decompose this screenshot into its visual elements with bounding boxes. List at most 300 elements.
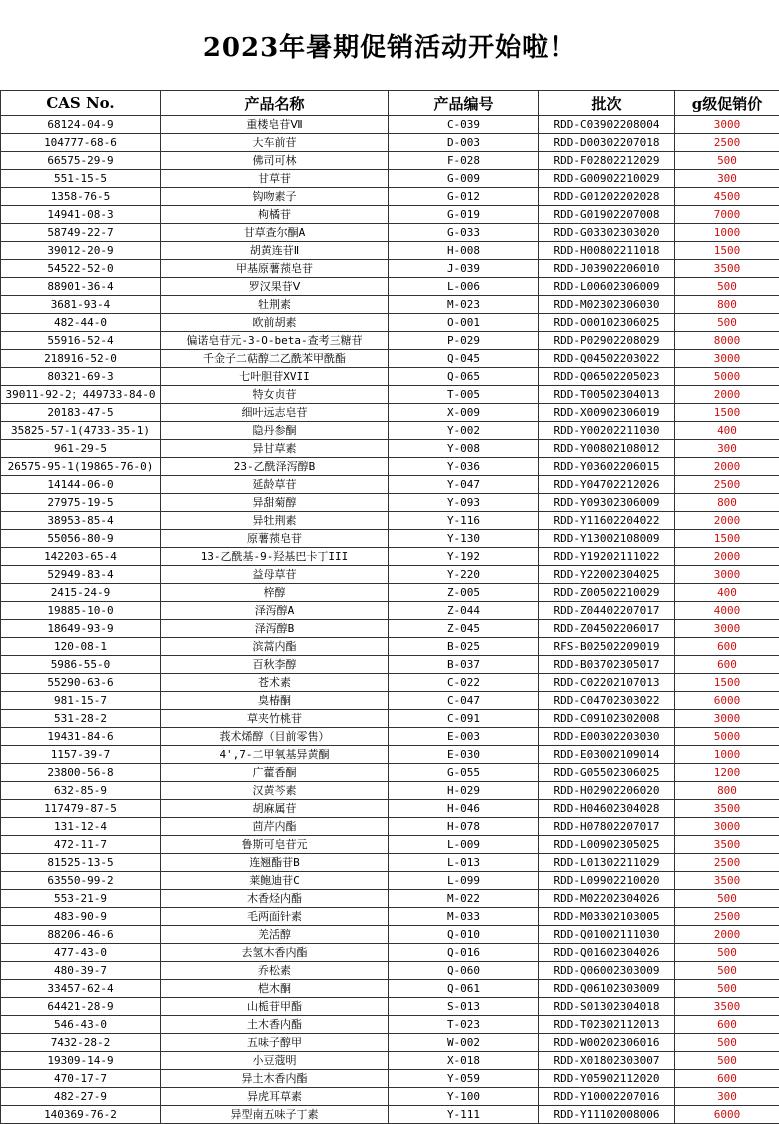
price-cell: 2500 xyxy=(675,134,779,152)
batch-cell: RDD-H07802207017 xyxy=(539,818,675,836)
product-name-cell: 羌活醇 xyxy=(161,926,389,944)
product-name-cell: 延龄草苷 xyxy=(161,476,389,494)
price-cell: 1500 xyxy=(675,242,779,260)
product-code-cell: Q-065 xyxy=(389,368,539,386)
product-name-cell: 山栀苷甲酯 xyxy=(161,998,389,1016)
product-code-cell: M-023 xyxy=(389,296,539,314)
product-code-cell: L-009 xyxy=(389,836,539,854)
product-name-cell: 异土木香内酯 xyxy=(161,1070,389,1088)
cas-cell: 1358-76-5 xyxy=(1,188,161,206)
product-code-cell: C-047 xyxy=(389,692,539,710)
cas-cell: 88901-36-4 xyxy=(1,278,161,296)
product-name-cell: 偏诺皂苷元-3-O-beta-查考三糖苷 xyxy=(161,332,389,350)
price-cell: 400 xyxy=(675,422,779,440)
price-cell: 3000 xyxy=(675,350,779,368)
product-code-cell: Q-016 xyxy=(389,944,539,962)
cas-cell: 117479-87-5 xyxy=(1,800,161,818)
product-code-cell: F-028 xyxy=(389,152,539,170)
cas-cell: 470-17-7 xyxy=(1,1070,161,1088)
product-name-cell: 甘草苷 xyxy=(161,170,389,188)
price-cell: 800 xyxy=(675,296,779,314)
price-cell: 2000 xyxy=(675,926,779,944)
product-name-cell: 木香烃内酯 xyxy=(161,890,389,908)
cas-cell: 120-08-1 xyxy=(1,638,161,656)
price-cell: 7000 xyxy=(675,206,779,224)
product-name-cell: 泽泻醇B xyxy=(161,620,389,638)
price-cell: 2500 xyxy=(675,908,779,926)
product-name-cell: 小豆蔻明 xyxy=(161,1052,389,1070)
cas-cell: 1157-39-7 xyxy=(1,746,161,764)
price-cell: 3500 xyxy=(675,800,779,818)
table-row xyxy=(1,476,779,494)
batch-cell: RDD-Y03602206015 xyxy=(539,458,675,476)
table-row xyxy=(1,422,779,440)
product-name-cell: 滨蒿内酯 xyxy=(161,638,389,656)
product-name-cell: 甲基原薯蓣皂苷 xyxy=(161,260,389,278)
batch-cell: RDD-M03302103005 xyxy=(539,908,675,926)
product-code-cell: Z-044 xyxy=(389,602,539,620)
product-code-cell: Y-093 xyxy=(389,494,539,512)
cas-cell: 14144-06-0 xyxy=(1,476,161,494)
product-code-cell: Q-060 xyxy=(389,962,539,980)
batch-cell: RDD-Y13002108009 xyxy=(539,530,675,548)
batch-cell: RDD-Z00502210029 xyxy=(539,584,675,602)
product-name-cell: 罗汉果苷Ⅴ xyxy=(161,278,389,296)
batch-cell: RDD-X00902306019 xyxy=(539,404,675,422)
header-product-name: 产品名称 xyxy=(161,91,389,116)
table-row xyxy=(1,458,779,476)
price-cell: 1500 xyxy=(675,530,779,548)
price-cell: 1000 xyxy=(675,746,779,764)
table-row xyxy=(1,980,779,998)
cas-cell: 3681-93-4 xyxy=(1,296,161,314)
page-title: 2023年暑期促销活动开始啦！ xyxy=(202,32,577,63)
batch-cell: RDD-O00102306025 xyxy=(539,314,675,332)
price-cell: 800 xyxy=(675,494,779,512)
product-name-cell: 百秋李醇 xyxy=(161,656,389,674)
product-code-cell: Q-045 xyxy=(389,350,539,368)
table-row xyxy=(1,890,779,908)
price-cell: 3000 xyxy=(675,620,779,638)
batch-cell: RFS-B02502209019 xyxy=(539,638,675,656)
cas-cell: 66575-29-9 xyxy=(1,152,161,170)
table-row xyxy=(1,206,779,224)
table-row xyxy=(1,602,779,620)
batch-cell: RDD-Y09302306009 xyxy=(539,494,675,512)
product-name-cell: 异牡荆素 xyxy=(161,512,389,530)
header-price: g级促销价 xyxy=(675,91,779,116)
batch-cell: RDD-Z04402207017 xyxy=(539,602,675,620)
product-code-cell: G-055 xyxy=(389,764,539,782)
product-code-cell: Z-045 xyxy=(389,620,539,638)
price-cell: 1200 xyxy=(675,764,779,782)
cas-cell: 981-15-7 xyxy=(1,692,161,710)
batch-cell: RDD-Y19202111022 xyxy=(539,548,675,566)
product-code-cell: H-008 xyxy=(389,242,539,260)
price-cell: 600 xyxy=(675,1016,779,1034)
product-name-cell: 去氢木香内酯 xyxy=(161,944,389,962)
price-cell: 400 xyxy=(675,584,779,602)
table-row xyxy=(1,260,779,278)
batch-cell: RDD-Q06102303009 xyxy=(539,980,675,998)
cas-cell: 35825-57-1(4733-35-1) xyxy=(1,422,161,440)
product-code-cell: X-018 xyxy=(389,1052,539,1070)
product-name-cell: 胡黄连苷Ⅱ xyxy=(161,242,389,260)
cas-cell: 81525-13-5 xyxy=(1,854,161,872)
batch-cell: RDD-Y10002207016 xyxy=(539,1088,675,1106)
cas-cell: 2415-24-9 xyxy=(1,584,161,602)
product-name-cell: 4',7-二甲氧基异黄酮 xyxy=(161,746,389,764)
cas-cell: 19431-84-6 xyxy=(1,728,161,746)
product-name-cell: 大车前苷 xyxy=(161,134,389,152)
batch-cell: RDD-X01802303007 xyxy=(539,1052,675,1070)
price-cell: 4000 xyxy=(675,602,779,620)
price-cell: 3500 xyxy=(675,836,779,854)
product-name-cell: 特女贞苷 xyxy=(161,386,389,404)
product-name-cell: 胡麻属苷 xyxy=(161,800,389,818)
cas-cell: 54522-52-0 xyxy=(1,260,161,278)
product-name-cell: 五味子醇甲 xyxy=(161,1034,389,1052)
cas-cell: 52949-83-4 xyxy=(1,566,161,584)
product-code-cell: O-001 xyxy=(389,314,539,332)
product-name-cell: 异型南五味子丁素 xyxy=(161,1106,389,1124)
cas-cell: 7432-28-2 xyxy=(1,1034,161,1052)
table-row xyxy=(1,1106,779,1124)
batch-cell: RDD-F02802212029 xyxy=(539,152,675,170)
product-name-cell: 钩吻素子 xyxy=(161,188,389,206)
product-code-cell: D-003 xyxy=(389,134,539,152)
product-code-cell: X-009 xyxy=(389,404,539,422)
price-cell: 3000 xyxy=(675,818,779,836)
table-row xyxy=(1,170,779,188)
batch-cell: RDD-Q06002303009 xyxy=(539,962,675,980)
batch-cell: RDD-H04602304028 xyxy=(539,800,675,818)
table-row xyxy=(1,872,779,890)
batch-cell: RDD-Q04502203022 xyxy=(539,350,675,368)
price-cell: 5000 xyxy=(675,368,779,386)
table-row xyxy=(1,1088,779,1106)
product-name-cell: 广藿香酮 xyxy=(161,764,389,782)
product-name-cell: 异甘草素 xyxy=(161,440,389,458)
batch-cell: RDD-J03902206010 xyxy=(539,260,675,278)
table-row xyxy=(1,152,779,170)
cas-cell: 482-44-0 xyxy=(1,314,161,332)
product-code-cell: S-013 xyxy=(389,998,539,1016)
cas-cell: 39012-20-9 xyxy=(1,242,161,260)
batch-cell: RDD-G03302303020 xyxy=(539,224,675,242)
table-row xyxy=(1,332,779,350)
product-code-cell: Y-192 xyxy=(389,548,539,566)
batch-cell: RDD-P02902208029 xyxy=(539,332,675,350)
table-row xyxy=(1,854,779,872)
product-name-cell: 七叶胆苷XVII xyxy=(161,368,389,386)
product-code-cell: G-033 xyxy=(389,224,539,242)
cas-cell: 5986-55-0 xyxy=(1,656,161,674)
product-name-cell: 益母草苷 xyxy=(161,566,389,584)
product-code-cell: Y-002 xyxy=(389,422,539,440)
product-name-cell: 细叶远志皂苷 xyxy=(161,404,389,422)
price-cell: 1000 xyxy=(675,224,779,242)
batch-cell: RDD-L01302211029 xyxy=(539,854,675,872)
table-row xyxy=(1,566,779,584)
cas-cell: 472-11-7 xyxy=(1,836,161,854)
cas-cell: 23800-56-8 xyxy=(1,764,161,782)
cas-cell: 63550-99-2 xyxy=(1,872,161,890)
price-cell: 2000 xyxy=(675,548,779,566)
table-row xyxy=(1,800,779,818)
batch-cell: RDD-C03902208004 xyxy=(539,116,675,134)
price-cell: 3000 xyxy=(675,710,779,728)
product-name-cell: 鲁斯可皂苷元 xyxy=(161,836,389,854)
product-code-cell: G-009 xyxy=(389,170,539,188)
header-product-code: 产品编号 xyxy=(389,91,539,116)
batch-cell: RDD-T00502304013 xyxy=(539,386,675,404)
product-name-cell: 重楼皂苷Ⅶ xyxy=(161,116,389,134)
table-row xyxy=(1,926,779,944)
table-row xyxy=(1,746,779,764)
product-name-cell: 草夹竹桃苷 xyxy=(161,710,389,728)
product-code-cell: T-023 xyxy=(389,1016,539,1034)
table-row xyxy=(1,242,779,260)
table-row xyxy=(1,782,779,800)
price-cell: 6000 xyxy=(675,692,779,710)
price-cell: 3500 xyxy=(675,260,779,278)
table-row xyxy=(1,656,779,674)
product-code-cell: L-099 xyxy=(389,872,539,890)
table-row xyxy=(1,386,779,404)
product-name-cell: 枸橘苷 xyxy=(161,206,389,224)
price-table xyxy=(0,90,779,1124)
batch-cell: RDD-Y05902112020 xyxy=(539,1070,675,1088)
product-code-cell: Z-005 xyxy=(389,584,539,602)
price-cell: 2000 xyxy=(675,458,779,476)
product-code-cell: J-039 xyxy=(389,260,539,278)
batch-cell: RDD-S01302304018 xyxy=(539,998,675,1016)
price-cell: 1500 xyxy=(675,404,779,422)
table-row xyxy=(1,296,779,314)
batch-cell: RDD-G00902210029 xyxy=(539,170,675,188)
product-name-cell: 乔松素 xyxy=(161,962,389,980)
cas-cell: 142203-65-4 xyxy=(1,548,161,566)
product-name-cell: 桤木酮 xyxy=(161,980,389,998)
batch-cell: RDD-M02202304026 xyxy=(539,890,675,908)
table-row xyxy=(1,224,779,242)
cas-cell: 477-43-0 xyxy=(1,944,161,962)
table-row xyxy=(1,620,779,638)
product-name-cell: 汉黄芩素 xyxy=(161,782,389,800)
cas-cell: 64421-28-9 xyxy=(1,998,161,1016)
table-row xyxy=(1,494,779,512)
cas-cell: 55916-52-4 xyxy=(1,332,161,350)
product-code-cell: Y-059 xyxy=(389,1070,539,1088)
cas-cell: 531-28-2 xyxy=(1,710,161,728)
product-code-cell: T-005 xyxy=(389,386,539,404)
product-name-cell: 13-乙酰基-9-羟基巴卡丁III xyxy=(161,548,389,566)
product-code-cell: Q-061 xyxy=(389,980,539,998)
table-row xyxy=(1,710,779,728)
batch-cell: RDD-C04702303022 xyxy=(539,692,675,710)
product-name-cell: 泽泻醇A xyxy=(161,602,389,620)
batch-cell: RDD-G05502306025 xyxy=(539,764,675,782)
batch-cell: RDD-Y11102008006 xyxy=(539,1106,675,1124)
batch-cell: RDD-Z04502206017 xyxy=(539,620,675,638)
product-code-cell: Q-010 xyxy=(389,926,539,944)
batch-cell: RDD-Y22002304025 xyxy=(539,566,675,584)
price-cell: 500 xyxy=(675,944,779,962)
product-code-cell: B-025 xyxy=(389,638,539,656)
cas-cell: 68124-04-9 xyxy=(1,116,161,134)
table-row xyxy=(1,692,779,710)
price-cell: 600 xyxy=(675,638,779,656)
product-name-cell: 隐丹参酮 xyxy=(161,422,389,440)
cas-cell: 480-39-7 xyxy=(1,962,161,980)
batch-cell: RDD-Y04702212026 xyxy=(539,476,675,494)
table-row xyxy=(1,584,779,602)
batch-cell: RDD-H00802211018 xyxy=(539,242,675,260)
table-row xyxy=(1,944,779,962)
table-row xyxy=(1,674,779,692)
product-code-cell: Y-116 xyxy=(389,512,539,530)
batch-cell: RDD-G01902207008 xyxy=(539,206,675,224)
product-code-cell: G-012 xyxy=(389,188,539,206)
cas-cell: 39011-92-2；449733-84-0 xyxy=(1,386,161,404)
cas-cell: 482-27-9 xyxy=(1,1088,161,1106)
cas-cell: 553-21-9 xyxy=(1,890,161,908)
table-row xyxy=(1,530,779,548)
header-batch: 批次 xyxy=(539,91,675,116)
table-row xyxy=(1,548,779,566)
batch-cell: RDD-H02902206020 xyxy=(539,782,675,800)
product-name-cell: 臭椿酮 xyxy=(161,692,389,710)
product-code-cell: E-030 xyxy=(389,746,539,764)
cas-cell: 140369-76-2 xyxy=(1,1106,161,1124)
batch-cell: RDD-E03002109014 xyxy=(539,746,675,764)
product-code-cell: H-046 xyxy=(389,800,539,818)
product-code-cell: Y-008 xyxy=(389,440,539,458)
table-row xyxy=(1,278,779,296)
table-row xyxy=(1,314,779,332)
cas-cell: 546-43-0 xyxy=(1,1016,161,1034)
product-code-cell: Y-100 xyxy=(389,1088,539,1106)
price-cell: 2500 xyxy=(675,476,779,494)
price-cell: 300 xyxy=(675,170,779,188)
product-name-cell: 莪术烯醇（目前零售） xyxy=(161,728,389,746)
product-code-cell: C-091 xyxy=(389,710,539,728)
table-row xyxy=(1,440,779,458)
product-code-cell: M-033 xyxy=(389,908,539,926)
price-cell: 500 xyxy=(675,890,779,908)
table-row xyxy=(1,1070,779,1088)
price-cell: 5000 xyxy=(675,728,779,746)
product-code-cell: C-039 xyxy=(389,116,539,134)
price-cell: 2000 xyxy=(675,512,779,530)
product-name-cell: 异虎耳草素 xyxy=(161,1088,389,1106)
cas-cell: 80321-69-3 xyxy=(1,368,161,386)
cas-cell: 483-90-9 xyxy=(1,908,161,926)
table-row xyxy=(1,116,779,134)
table-row xyxy=(1,836,779,854)
cas-cell: 58749-22-7 xyxy=(1,224,161,242)
table-row xyxy=(1,1052,779,1070)
price-cell: 300 xyxy=(675,440,779,458)
product-code-cell: P-029 xyxy=(389,332,539,350)
price-cell: 1500 xyxy=(675,674,779,692)
cas-cell: 88206-46-6 xyxy=(1,926,161,944)
cas-cell: 33457-62-4 xyxy=(1,980,161,998)
product-code-cell: H-029 xyxy=(389,782,539,800)
price-cell: 500 xyxy=(675,962,779,980)
table-row xyxy=(1,404,779,422)
table-row xyxy=(1,368,779,386)
price-cell: 3000 xyxy=(675,116,779,134)
cas-cell: 19885-10-0 xyxy=(1,602,161,620)
batch-cell: RDD-Y00802108012 xyxy=(539,440,675,458)
product-code-cell: W-002 xyxy=(389,1034,539,1052)
price-cell: 8000 xyxy=(675,332,779,350)
cas-cell: 27975-19-5 xyxy=(1,494,161,512)
table-header-row xyxy=(1,91,779,116)
batch-cell: RDD-B03702305017 xyxy=(539,656,675,674)
cas-cell: 961-29-5 xyxy=(1,440,161,458)
cas-cell: 18649-93-9 xyxy=(1,620,161,638)
product-code-cell: L-013 xyxy=(389,854,539,872)
table-row xyxy=(1,962,779,980)
batch-cell: RDD-W00202306016 xyxy=(539,1034,675,1052)
batch-cell: RDD-M02302306030 xyxy=(539,296,675,314)
batch-cell: RDD-Y00202211030 xyxy=(539,422,675,440)
batch-cell: RDD-Y11602204022 xyxy=(539,512,675,530)
product-name-cell: 异甜菊醇 xyxy=(161,494,389,512)
price-cell: 300 xyxy=(675,1088,779,1106)
product-name-cell: 千金子二萜醇二乙酰苯甲酰酯 xyxy=(161,350,389,368)
table-row xyxy=(1,908,779,926)
price-cell: 3000 xyxy=(675,566,779,584)
product-name-cell: 牡荆素 xyxy=(161,296,389,314)
table-row xyxy=(1,998,779,1016)
price-cell: 500 xyxy=(675,314,779,332)
product-code-cell: Y-111 xyxy=(389,1106,539,1124)
price-cell: 2500 xyxy=(675,854,779,872)
price-cell: 500 xyxy=(675,278,779,296)
cas-cell: 19309-14-9 xyxy=(1,1052,161,1070)
product-name-cell: 佛司可林 xyxy=(161,152,389,170)
table-body xyxy=(1,116,779,1124)
price-cell: 6000 xyxy=(675,1106,779,1124)
price-cell: 600 xyxy=(675,656,779,674)
batch-cell: RDD-L00602306009 xyxy=(539,278,675,296)
product-name-cell: 原薯蓣皂苷 xyxy=(161,530,389,548)
price-cell: 500 xyxy=(675,152,779,170)
table-row xyxy=(1,818,779,836)
table-row xyxy=(1,188,779,206)
batch-cell: RDD-D00302207018 xyxy=(539,134,675,152)
product-name-cell: 茴芹内酯 xyxy=(161,818,389,836)
product-code-cell: B-037 xyxy=(389,656,539,674)
table-row xyxy=(1,350,779,368)
batch-cell: RDD-C09102302008 xyxy=(539,710,675,728)
batch-cell: RDD-G01202202028 xyxy=(539,188,675,206)
batch-cell: RDD-L00902305025 xyxy=(539,836,675,854)
cas-cell: 38953-85-4 xyxy=(1,512,161,530)
cas-cell: 131-12-4 xyxy=(1,818,161,836)
table-row xyxy=(1,1034,779,1052)
table-row xyxy=(1,512,779,530)
cas-cell: 26575-95-1(19865-76-0) xyxy=(1,458,161,476)
product-code-cell: E-003 xyxy=(389,728,539,746)
price-cell: 500 xyxy=(675,1052,779,1070)
product-name-cell: 毛两面针素 xyxy=(161,908,389,926)
table-row xyxy=(1,764,779,782)
